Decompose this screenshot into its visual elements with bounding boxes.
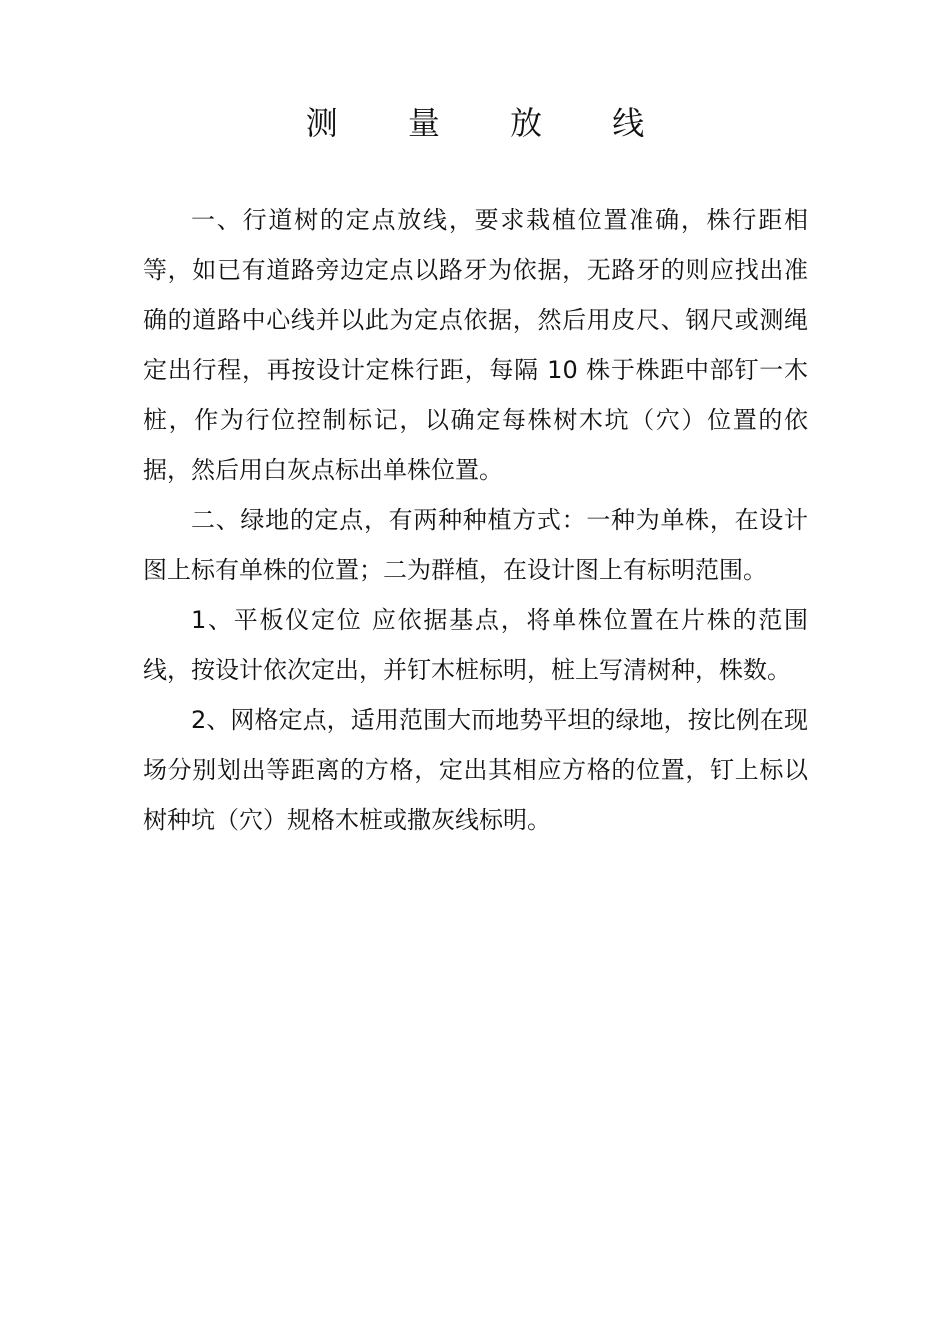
paragraph-street-tree-layout: 一、行道树的定点放线，要求栽植位置准确，株行距相等，如已有道路旁边定点以路牙为依据，无路牙的则应找出准确的道路中心线并以此为定点依据，然后用皮尺、钢尺或测绳定出行程，再按设计定株行距，每隔 10 株于株距中部钉一木桩，作为行位控制标记，以确定每株树木坑（穴）位置的依据，然后用白灰点标出单株位置。	[143, 206, 808, 484]
paragraph-plane-table-positioning: 1、平板仪定位 应依据基点，将单株位置在片株的范围线，按设计依次定出，并钉木桩标明，桩上写清树种，株数。	[143, 606, 808, 684]
paragraph-green-space-layout: 二、绿地的定点，有两种种植方式：一种为单株，在设计图上标有单株的位置；二为群植，在设计图上有标明范围。	[143, 506, 808, 584]
page-title: 测 量 放 线	[305, 104, 675, 142]
document-body	[143, 195, 808, 845]
paragraph-grid-positioning: 2、网格定点，适用范围大而地势平坦的绿地，按比例在现场分别划出等距离的方格，定出其相应方格的位置，钉上标以树种坑（穴）规格木桩或撒灰线标明。	[143, 706, 808, 834]
